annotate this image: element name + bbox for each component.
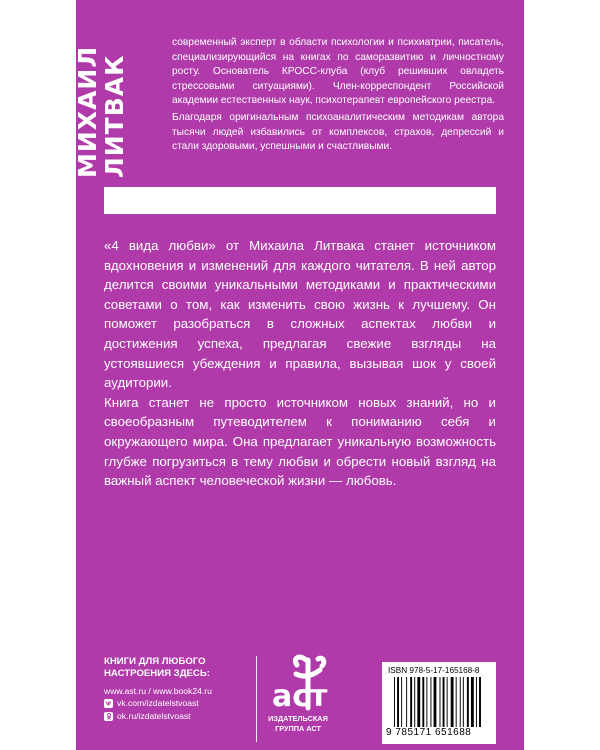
author-name-rotated [74,28,132,178]
vk-icon [104,699,113,708]
promo-line: НАСТРОЕНИЯ ЗДЕСЬ: [104,668,210,679]
author-bio [172,36,504,155]
ok-icon [104,712,113,721]
vk-text: vk.com/izdatelstvoast [117,698,199,709]
annotation-paragraph: Книга станет не просто источником новых знаний, но и своеобразным путеводителем к пониманию себя и окружающего мира. Она предлагает уникальную возможность глубже погрузиться в тему любви и обрести новый взгляд на важный аспект человеческой жизни — любовь. [104,394,496,489]
promo-line: КНИГИ ДЛЯ ЛЮБОГО [104,656,206,667]
author-first-name: МИХАИЛ [73,45,102,178]
publisher-caption-line: ИЗДАТЕЛЬСКАЯ [268,714,328,723]
author-last-name: ЛИТВАК [100,54,129,178]
promo-heading [104,656,254,680]
magenta-panel [73,0,524,750]
book-annotation [104,236,496,491]
barcode-icon [394,677,486,727]
white-stripe [104,187,496,214]
bio-paragraph: Благодаря оригинальным психоаналитическим методикам автора тысячи людей избавились от комплексов, страхов, депрессий и стали здоровыми, успешными и счастливыми. [172,111,504,153]
annotation-paragraph: «4 вида любви» от Михаила Литвака станет источником вдохновения и изменений для каждого читателя. В ней автор делится своими уникальными методиками и практическими советами о том, как изменить свою жизнь к лучшему. Он поможет разобраться в сложных аспектах любви и достижения успеха, предлагая свежие взгляды на устоявшиеся убеждения и правила, вызывая шок у своей аудитории. [104,238,496,391]
isbn-digits: 9 785171 651688 [386,727,472,738]
websites-link[interactable] [104,685,254,697]
isbn-barcode-box [382,662,496,744]
isbn-label: ISBN 978-5-17-165168-8 [388,666,480,675]
websites-text: www.ast.ru / www.book24.ru [104,686,212,696]
bio-paragraph: современный эксперт в области психологии и психиатрии, писатель, специализирующийся на книгах по саморазвитию и личностному росту. Основатель КРОСС-клуба (клуб решивших овладеть стрессовыми ситуациями). Член-корреспондент Российской академии естественных наук, психотерапевт европейского реестра. [172,37,504,107]
ast-logo-icon [270,652,326,714]
vk-link[interactable] [104,697,254,709]
author-name [74,28,132,178]
ok-link[interactable] [104,710,254,722]
ok-text: ok.ru/izdatelstvoast [117,710,191,721]
publisher-logo [260,652,336,748]
promo-links [104,685,254,722]
promo-block [104,656,254,722]
vertical-divider [256,656,257,742]
publisher-caption-line: ГРУППА АСТ [275,723,321,733]
publisher-caption [260,714,336,733]
logo-text: аст [272,679,328,714]
